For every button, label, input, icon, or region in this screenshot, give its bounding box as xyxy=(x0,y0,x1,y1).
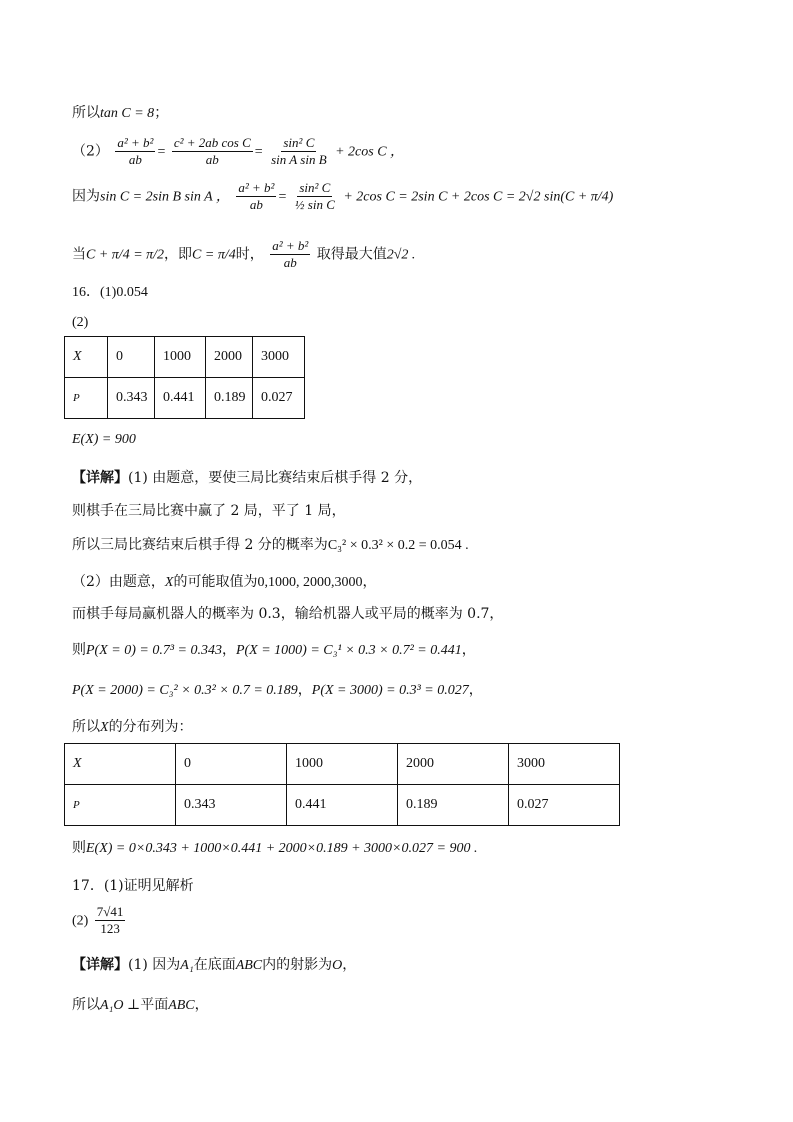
text-line xyxy=(72,535,469,556)
table-cell: 0.343 xyxy=(108,378,155,419)
text-line: 因为sin C = 2sin B sin A ， $\frac{\text{a² + b²}}{ab}$ = $\frac{\text{sin² C}}{\text{½ sin C}}$ + 2cos C = 2sin C + 2cos C = 2√2 sin(C + π/4) xyxy=(72,180,614,212)
formula: ABC xyxy=(235,958,263,973)
text: 的分布列为： xyxy=(108,719,193,735)
table-cell: 0.441 xyxy=(155,378,206,419)
text: 平面 xyxy=(140,997,169,1013)
numerator: 7√41 xyxy=(96,904,124,919)
table-cell: 1000 xyxy=(155,337,206,378)
formula: C = π/4 xyxy=(192,247,236,263)
distribution-table-small xyxy=(64,336,305,419)
table-cell: 0.189 xyxy=(398,785,509,826)
text: ； xyxy=(154,105,169,121)
text: (1) 因为 xyxy=(128,957,181,973)
table-cell: X xyxy=(65,744,176,785)
formula: P(X = 1000) = C₃¹ × 0.3 × 0.7² = 0.441 xyxy=(235,643,462,658)
text: ， xyxy=(468,682,483,698)
text: 则 xyxy=(72,642,86,658)
distribution-table-large xyxy=(64,743,620,826)
question-17: 17．(1)证明见解析 xyxy=(72,878,194,894)
denominator: ab xyxy=(128,152,142,167)
text: 的可能取值为 xyxy=(173,574,258,590)
table-row xyxy=(65,337,305,378)
text: ， xyxy=(297,682,312,698)
text-line: 而棋手每局赢机器人的概率为 0.3，输给机器人或平局的概率为 0.7， xyxy=(72,606,504,622)
fraction xyxy=(269,135,329,168)
text: 所以三局比赛结束后棋手得 2 分的概率为 xyxy=(72,537,328,553)
text-line: 则棋手在三局比赛中赢了 2 局，平了 1 局， xyxy=(72,503,346,519)
text: ， xyxy=(342,957,357,973)
text: 所以 xyxy=(72,997,100,1013)
table-cell: 3000 xyxy=(509,744,620,785)
formula: P(X = 0) = 0.7³ = 0.343 xyxy=(86,643,222,658)
fraction xyxy=(115,135,155,168)
formula: X xyxy=(164,575,174,590)
formula: X xyxy=(100,720,109,735)
text: 时， xyxy=(235,246,264,263)
table-row xyxy=(65,378,305,419)
text: ， xyxy=(461,642,476,658)
text-line xyxy=(72,572,376,593)
numerator: sin² C xyxy=(283,135,315,150)
text: (2) xyxy=(72,913,89,929)
table-cell: 0.027 xyxy=(509,785,620,826)
fraction xyxy=(270,238,310,271)
text-line xyxy=(72,640,476,661)
formula: P(X = 3000) = 0.3³ = 0.027 xyxy=(311,683,469,698)
numerator: c² + 2ab cos C xyxy=(173,135,251,150)
text-line xyxy=(72,680,483,701)
denominator: ab xyxy=(249,197,263,212)
question-17-part-2 xyxy=(72,904,127,937)
formula: P(X = 2000) = C₃² × 0.3² × 0.7 = 0.189 xyxy=(72,683,298,698)
fraction xyxy=(172,135,253,168)
text: （2） xyxy=(72,143,109,160)
question-16: 16．(1)0.054 xyxy=(72,285,148,300)
text-line xyxy=(72,103,168,124)
table-row xyxy=(65,785,620,826)
text: 则 xyxy=(72,840,86,856)
formula: A₁O ⊥ xyxy=(100,998,141,1013)
text: 在底面 xyxy=(193,957,236,973)
denominator: ½ sin C xyxy=(294,197,335,212)
text-line xyxy=(72,995,209,1016)
text: 取得最大值 xyxy=(316,246,387,263)
table-cell: 0.343 xyxy=(176,785,287,826)
text: (1) 由题意，要使三局比赛结束后棋手得 2 分， xyxy=(128,470,423,486)
text-line xyxy=(72,955,356,976)
formula: 2√2 . xyxy=(386,247,416,263)
table-cell: 0.189 xyxy=(206,378,253,419)
table-cell: 0 xyxy=(108,337,155,378)
text: （2）由题意， xyxy=(72,574,165,590)
text-line xyxy=(72,838,477,859)
table-cell: 0 xyxy=(176,744,287,785)
text: 当 xyxy=(72,246,86,263)
formula: A₁ xyxy=(180,958,194,973)
table-row xyxy=(65,744,620,785)
formula: sin C = 2sin B sin A ， xyxy=(100,189,230,205)
text: ， xyxy=(221,642,236,658)
formula: 0,1000, 2000,3000 xyxy=(257,575,363,590)
table-cell: 2000 xyxy=(206,337,253,378)
denominator: sin A sin B xyxy=(271,152,327,167)
table-cell: 3000 xyxy=(253,337,305,378)
formula: O xyxy=(332,958,343,973)
fraction xyxy=(95,904,126,937)
formula: C + π/4 = π/2 xyxy=(86,247,165,263)
numerator: sin² C xyxy=(299,180,331,195)
table-cell: 2000 xyxy=(398,744,509,785)
text: 内的射影为 xyxy=(262,957,333,973)
formula: C₃² × 0.3² × 0.2 = 0.054 . xyxy=(327,538,469,553)
text-line xyxy=(72,468,422,488)
fraction xyxy=(236,180,276,213)
formula: + 2cos C = 2sin C + 2cos C = 2√2 sin(C + π/4) xyxy=(343,189,614,205)
denominator: ab xyxy=(205,152,219,167)
expectation-line: E(X) = 900 xyxy=(72,432,136,447)
numerator: a² + b² xyxy=(117,135,154,150)
text-line xyxy=(72,717,193,738)
table-cell: P xyxy=(65,378,108,419)
formula: tan C = 8 xyxy=(100,106,155,121)
table-cell: 0.441 xyxy=(287,785,398,826)
text: 因为 xyxy=(72,188,100,205)
text: ， xyxy=(362,574,377,590)
table-cell: X xyxy=(65,337,108,378)
table-cell: P xyxy=(65,785,176,826)
question-16-part-2: (2) xyxy=(72,315,89,330)
table-cell: 0.027 xyxy=(253,378,305,419)
formula: + 2cos C ， xyxy=(335,144,405,160)
numerator: a² + b² xyxy=(272,238,309,253)
numerator: a² + b² xyxy=(238,180,275,195)
detail-tag: 【详解】 xyxy=(72,470,128,486)
formula: ABC xyxy=(168,998,195,1013)
text: ， xyxy=(194,997,209,1013)
text: 所以 xyxy=(72,719,100,735)
formula: E(X) = 0×0.343 + 1000×0.441 + 2000×0.189 + 3000×0.027 = 900 . xyxy=(86,841,478,856)
denominator: 123 xyxy=(100,921,120,936)
fraction xyxy=(293,180,337,213)
text-line: （2） $\frac{\text{a² + b²}}{ab}$ = $\frac{\text{c² + 2ab cos C}}{ab}$ = $\frac{\text{sin² C}}{\text{sin A sin B}}$ + 2cos C ， xyxy=(72,135,405,167)
text: ，即 xyxy=(164,246,193,263)
denominator: ab xyxy=(283,255,297,270)
table-cell: 1000 xyxy=(287,744,398,785)
detail-tag: 【详解】 xyxy=(72,957,128,973)
text: 所以 xyxy=(72,105,100,121)
text-line xyxy=(72,238,415,271)
